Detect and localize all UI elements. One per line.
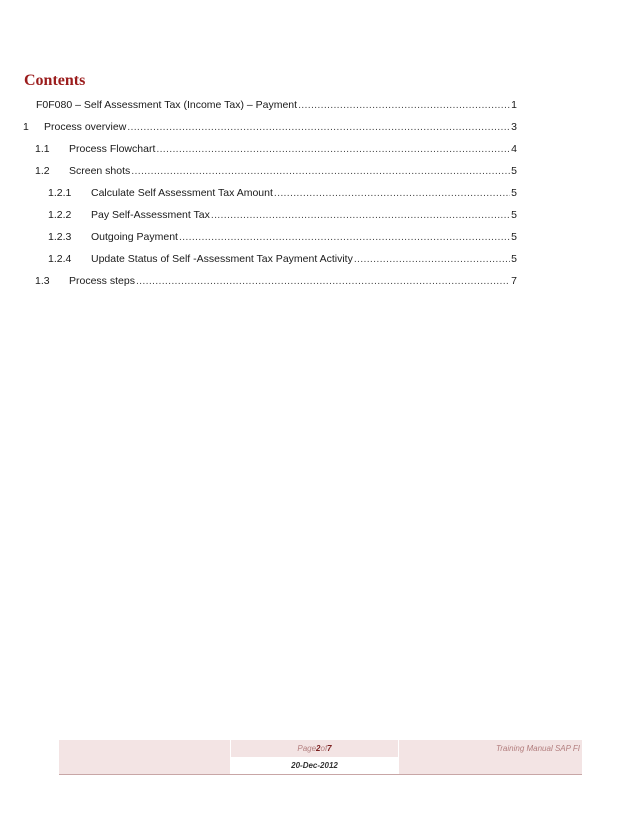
toc-entry[interactable]: [48, 206, 517, 222]
toc-entry[interactable]: [36, 96, 517, 112]
page-total: 7: [327, 744, 332, 753]
footer-top-row: [59, 740, 582, 757]
footer-date: 20-Dec-2012: [231, 757, 399, 774]
toc-leader-dots: [127, 120, 510, 134]
page-current: 2: [316, 744, 321, 753]
toc-entry-text: Process Flowchart: [69, 143, 156, 155]
toc-entry-page: 5: [511, 231, 517, 243]
toc-leader-dots: [274, 186, 510, 200]
toc-entry-text: Process overview: [44, 121, 127, 133]
toc-entry[interactable]: [35, 272, 517, 288]
toc-entry-number: 1.1: [35, 143, 50, 155]
toc-heading: Contents: [24, 72, 86, 89]
toc-leader-dots: [136, 274, 510, 288]
toc-entry-number: 1.2.2: [48, 209, 72, 221]
page-of: of: [320, 744, 328, 753]
page-prefix: Page: [297, 744, 317, 753]
footer-band-cell: [59, 740, 231, 757]
toc-entry-page: 3: [511, 121, 517, 133]
toc-leader-dots: [179, 230, 510, 244]
toc-entry[interactable]: [23, 118, 517, 134]
toc-entry[interactable]: [35, 162, 517, 178]
toc-leader-dots: [298, 98, 510, 112]
toc-entry-text: Screen shots: [69, 165, 131, 177]
toc-entry-text: Outgoing Payment: [91, 231, 178, 243]
toc-leader-dots: [131, 164, 510, 178]
toc-entry-page: 5: [511, 165, 517, 177]
toc-entry-text: F0F080 – Self Assessment Tax (Income Tax) – Payment: [36, 99, 298, 111]
toc-entry-text: Update Status of Self -Assessment Tax Payment Activity: [91, 253, 353, 265]
toc-entry-number: 1.2.4: [48, 253, 72, 265]
toc-entry[interactable]: [48, 184, 517, 200]
toc-entry[interactable]: [48, 228, 517, 244]
toc-entry-number: 1.2.1: [48, 187, 72, 199]
toc-entry-page: 5: [511, 253, 517, 265]
toc-leader-dots: [156, 142, 510, 156]
footer-band-cell: [399, 757, 582, 774]
toc-entry[interactable]: [35, 140, 517, 156]
toc-entry-number: 1.2.3: [48, 231, 72, 243]
toc-entry-number: 1.2: [35, 165, 50, 177]
toc-leader-dots: [354, 252, 510, 266]
toc-leader-dots: [211, 208, 510, 222]
footer-page-number: [231, 740, 399, 757]
toc-entry-page: 5: [511, 209, 517, 221]
page-footer: [59, 740, 582, 775]
toc-entry-number: 1: [23, 121, 29, 133]
toc-entry[interactable]: [48, 250, 517, 266]
footer-manual-title: Training Manual SAP FI: [399, 740, 582, 757]
toc-entry-page: 1: [511, 99, 517, 111]
toc-entry-page: 4: [511, 143, 517, 155]
toc-entry-page: 7: [511, 275, 517, 287]
toc-entry-text: Process steps: [69, 275, 135, 287]
toc-entry-text: Pay Self-Assessment Tax: [91, 209, 210, 221]
toc-entry-text: Calculate Self Assessment Tax Amount: [91, 187, 273, 199]
toc-entry-page: 5: [511, 187, 517, 199]
footer-band-cell: [59, 757, 231, 774]
footer-bottom-row: [59, 757, 582, 774]
toc-entry-number: 1.3: [35, 275, 50, 287]
